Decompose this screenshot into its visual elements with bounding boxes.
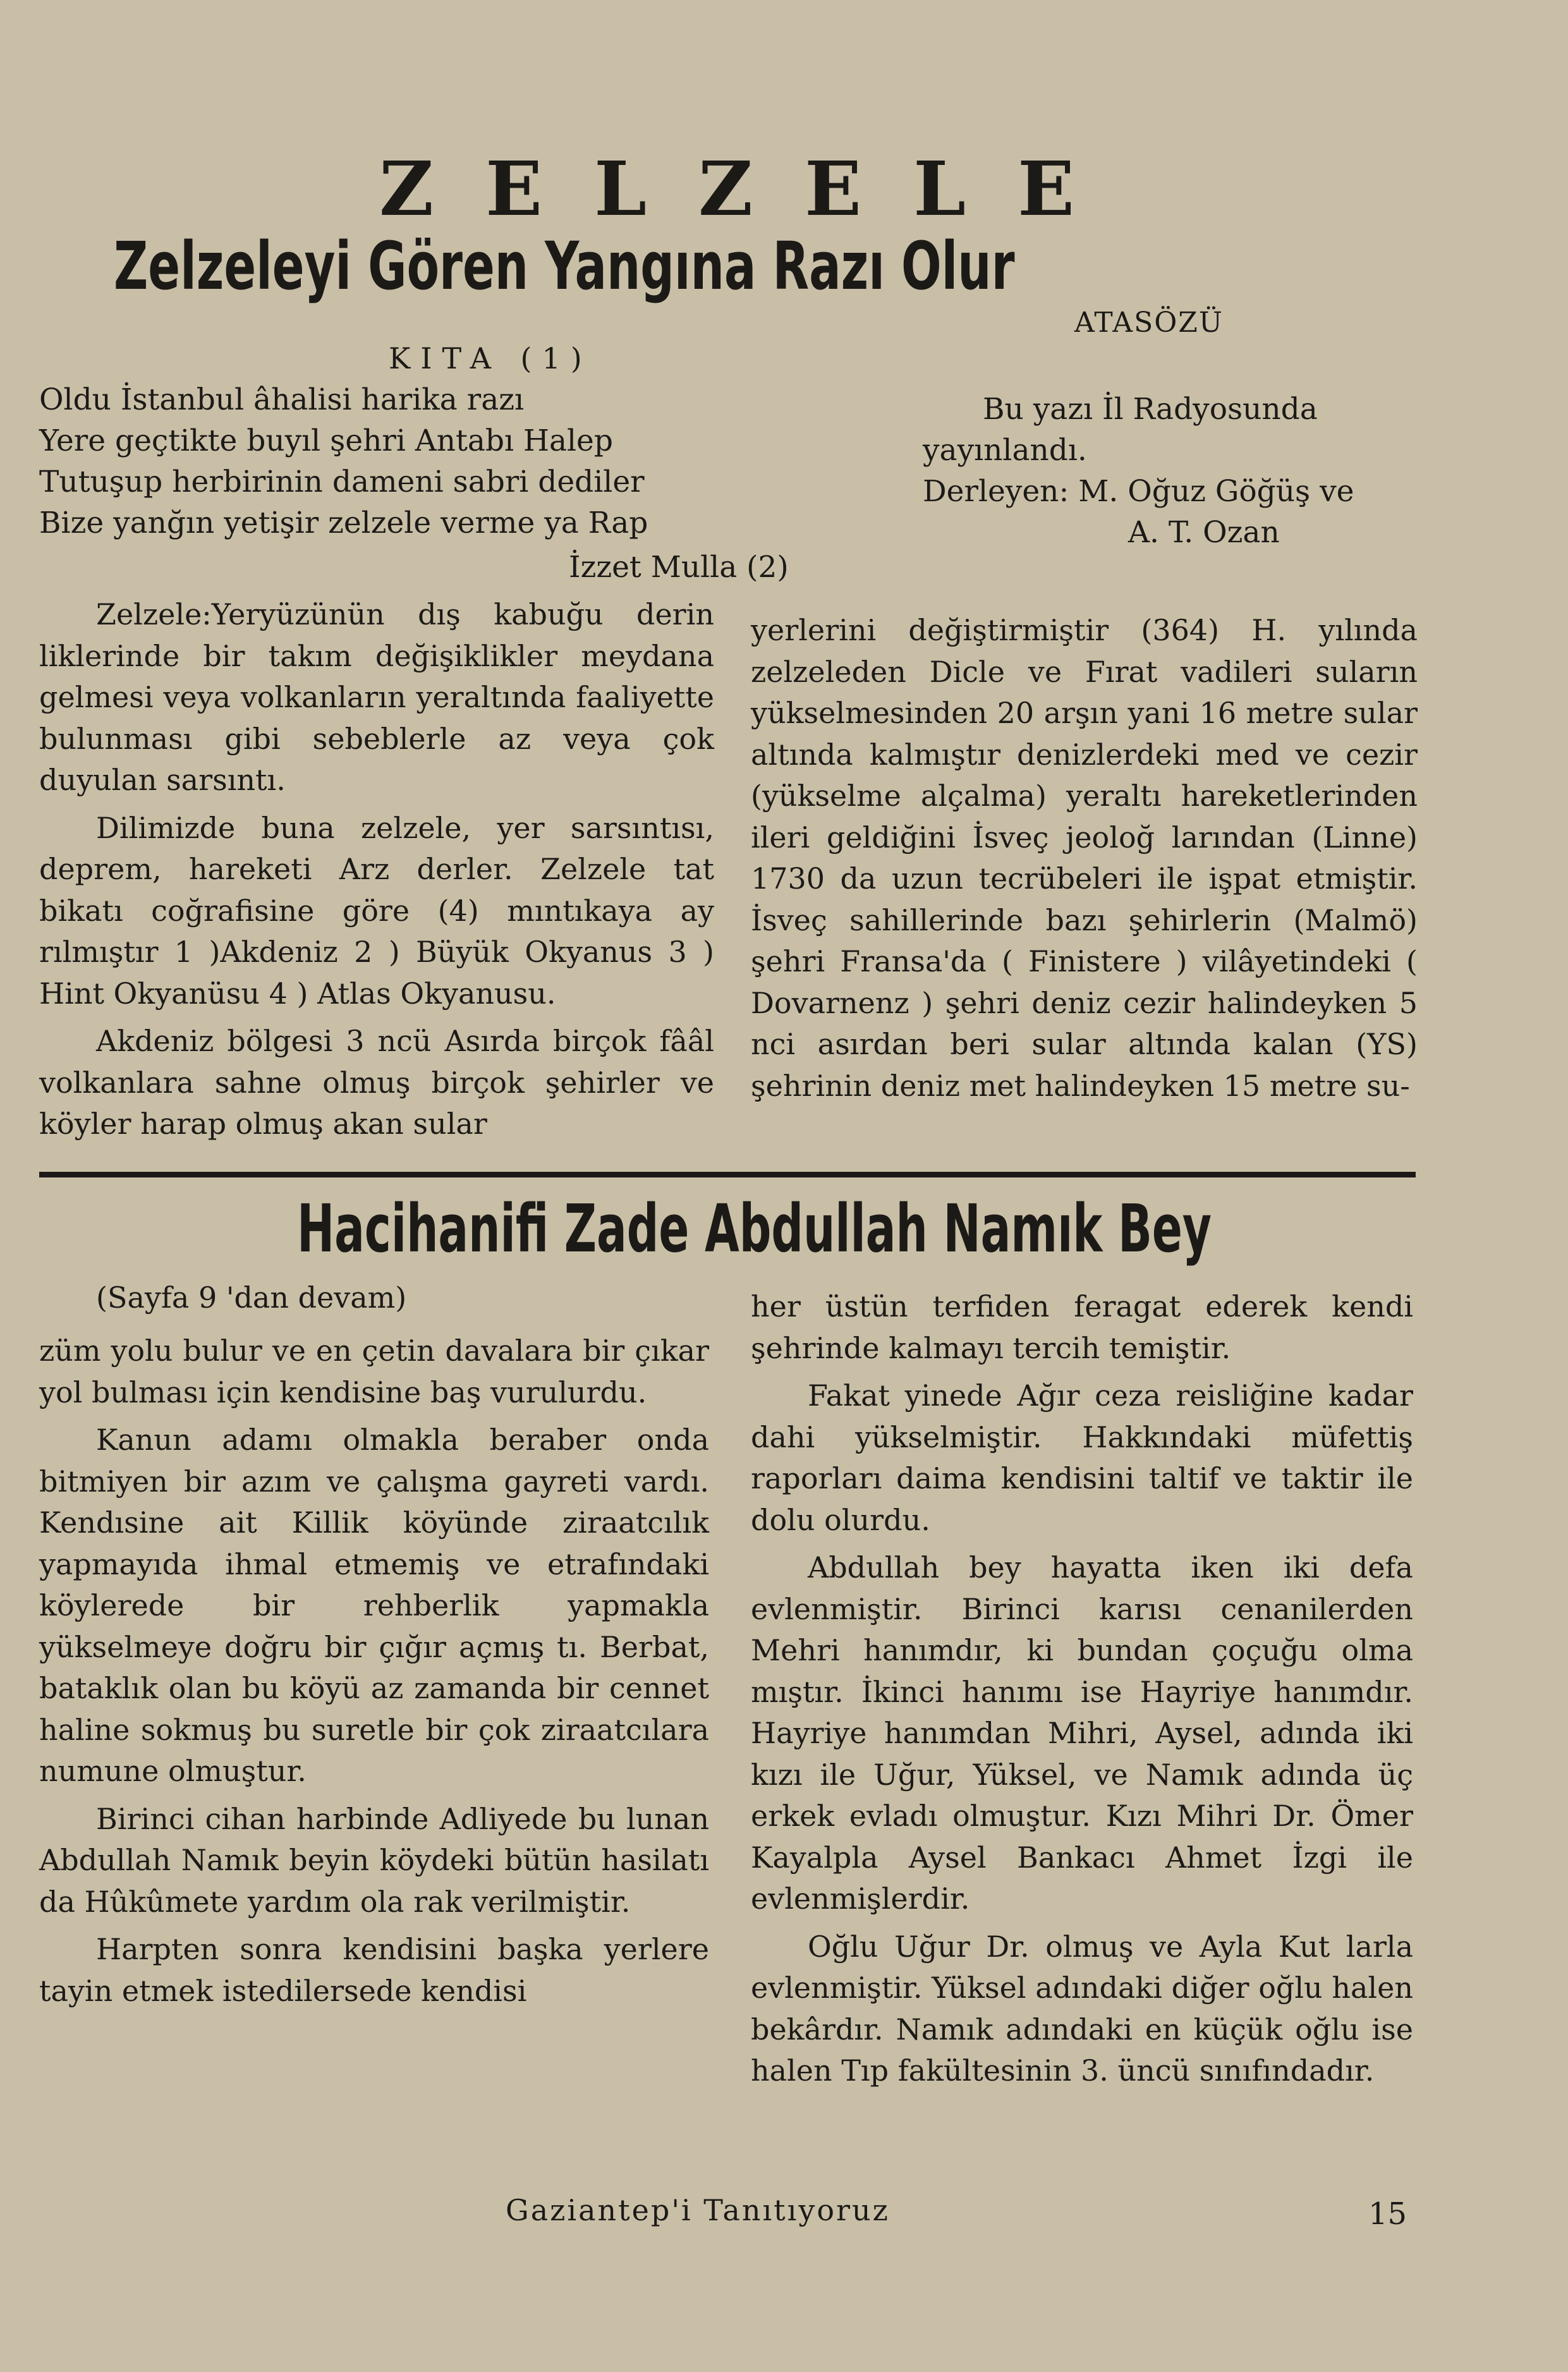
proverb-label: ATASÖZÜ [1074, 307, 1224, 339]
paragraph: yerlerini değiştirmiştir (364) H. yılında zelzeleden Dicle ve Fırat vadileri suların yükselmesinden 20 arşın yani 16 metre sular altında kalmıştır denizlerdeki med ve cezir (yükselme alçalma) yeraltı hareketlerinden ileri geldiğini İsveç jeoloğ larından (Linne) 1730 da uzun tecrübeleri ile işpat etmiştir. İsveç sahillerinde bazı şehirlerin (Malmö) şehri Fransa'da ( Finistere ) vilâyetindeki ( Dovarnenz ) şehri deniz cezir halindeyken 5 nci asırdan beri sular altında kalan (YS) şehrinin deniz met halindeyken 15 metre su- [751, 613, 1418, 1103]
radio-note-line: Bu yazı İl Radyosunda [983, 392, 1318, 427]
footer-title: Gaziantep'i Tanıtıyoruz [506, 2193, 890, 2227]
paragraph: Abdullah bey hayatta iken iki defa evlenmiştir. Birinci karısı cenanilerden Mehri hanımdır, ki bundan çoçuğu olma mıştır. İkinci hanımı ise Hayriye hanımdır. Hayriye hanımdan Mihri, Aysel, adında iki kızı ile Uğur, Yüksel, ve Namık adında üç erkek evladı olmuştur. Kızı Mihri Dr. Ömer Kayalpla Aysel Bankacı Ahmet İzgi ile evlenmişlerdir. [751, 1550, 1413, 1916]
paragraph: züm yolu bulur ve en çetin davalara bir çıkar yol bulması için kendisine baş vurulurdu. [39, 1334, 709, 1409]
kita-label: KITA (1) [389, 341, 592, 375]
paragraph: Akdeniz bölgesi 3 ncü Asırda birçok fââl volkanlara sahne olmuş birçok şehirler ve köyler harap olmuş akan sular [39, 1024, 714, 1141]
proverb-heading: Zelzeleyi Gören Yangına Razı Olur [114, 228, 1015, 305]
paragraph: Kanun adamı olmakla beraber onda bitmiyen bir azım ve çalışma gayreti vardı. Kendısine ait Killik köyünde ziraatcılık yapmayıda ihmal etmemiş ve etrafındaki köylerede bir rehberlik yapmakla yükselmeye doğru bir çığır açmış tı. Berbat, bataklık olan bu köyü az zamanda bir cennet haline sokmuş bu suretle bir çok ziraatcılara numune olmuştur. [39, 1423, 709, 1788]
radio-note-line: yayınlandı. [923, 433, 1087, 468]
radio-note [923, 389, 1378, 553]
poem-line: Tutuşup herbirinin dameni sabri dediler [39, 465, 645, 499]
poem-line: Bize yanğın yetişir zelzele verme ya Rap [39, 506, 648, 540]
paragraph: her üstün terfiden feragat ederek kendi şehrinde kalmayı tercih temiştir. [751, 1289, 1413, 1365]
article-right-column [751, 1286, 1413, 2092]
section-title: ZELZELE [379, 145, 1127, 233]
poem-line: Yere geçtikte buyıl şehri Antabı Halep [39, 423, 613, 458]
zelzele-left-column [39, 594, 714, 1145]
section-divider [39, 1172, 1416, 1177]
paragraph: Zelzele:Yeryüzünün dış kabuğu derin liklerinde bir takım değişiklikler meydana gelmesi veya volkanların yeraltında faaliyette bulunması gibi sebeblerle az veya çok duyulan sarsıntı. [39, 597, 714, 797]
paragraph: Fakat yinede Ağır ceza reisliğine kadar dahi yükselmiştir. Hakkındaki müfettiş raporları daima kendisini taltif ve taktir ile dolu olurdu. [751, 1378, 1413, 1537]
poem-author: İzzet Mulla (2) [569, 550, 789, 585]
radio-note-line: A. T. Ozan [1128, 515, 1280, 550]
paragraph: Harpten sonra kendisini başka yerlere tayin etmek istedilersede kendisi [39, 1932, 709, 2008]
poem-line: Oldu İstanbul âhalisi harika razı [39, 382, 525, 417]
radio-note-line: Derleyen: M. Oğuz Göğüş ve [923, 474, 1354, 509]
paragraph: Oğlu Uğur Dr. olmuş ve Ayla Kut larla evlenmiştir. Yüksel adındaki diğer oğlu halen bekârdır. Namık adındaki en küçük oğlu ise halen Tıp fakültesinin 3. üncü sınıfındadır. [751, 1929, 1413, 2088]
poem [39, 379, 798, 544]
zelzele-right-column [751, 610, 1418, 1107]
continued-note: (Sayfa 9 'dan devam) [96, 1280, 407, 1315]
article-title: Hacihanifi Zade Abdullah Namık Bey [297, 1190, 1212, 1267]
page-number: 15 [1368, 2196, 1407, 2232]
paragraph: Dilimizde buna zelzele, yer sarsıntısı, deprem, hareketi Arz derler. Zelzele tat bikatı coğrafisine göre (4) mıntıkaya ay rılmıştır 1 )Akdeniz 2 ) Büyük Okyanus 3 ) Hint Okyanüsu 4 ) Atlas Okyanusu. [39, 810, 714, 1011]
paragraph: Birinci cihan harbinde Adliyede bu lunan Abdullah Namık beyin köydeki bütün hasilatı da Hûkûmete yardım ola rak verilmiştir. [39, 1801, 709, 1919]
article-left-column [39, 1330, 709, 2012]
